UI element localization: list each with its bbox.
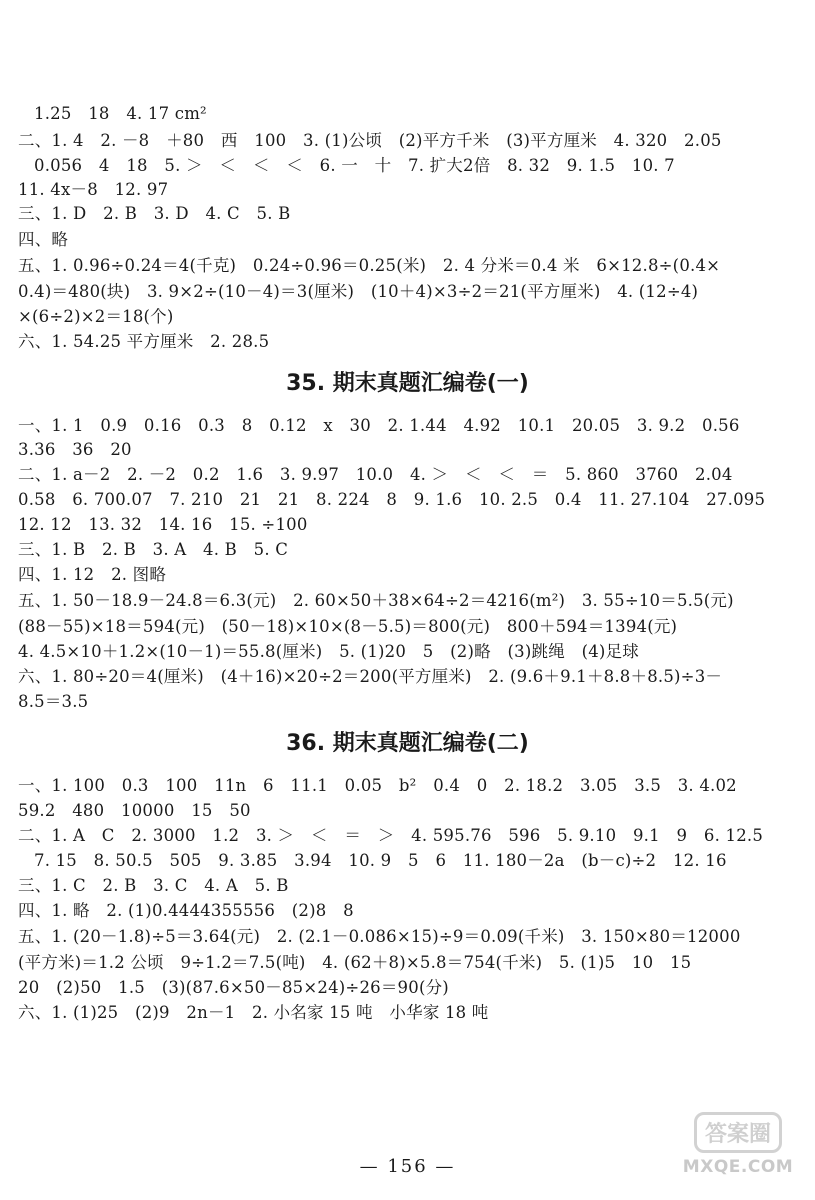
watermark-logo-text: 答案圈 xyxy=(694,1112,782,1153)
answer-line: 三、1. C 2. B 3. C 4. A 5. B xyxy=(18,876,289,895)
answer-line: 三、1. D 2. B 3. D 4. C 5. B xyxy=(18,204,291,223)
answer-line: (平方米)＝1.2 公顷 9÷1.2＝7.5(吨) 4. (62＋8)×5.8＝754(千米) 5. (1)5 10 15 xyxy=(18,953,692,972)
answer-line: 六、1. 80÷20＝4(厘米) (4＋16)×20÷2＝200(平方厘米) 2. (9.6＋9.1＋8.8＋8.5)÷3－ xyxy=(18,667,723,686)
answer-line: 59.2 480 10000 15 50 xyxy=(18,801,251,820)
watermark-logo xyxy=(668,1112,808,1196)
answer-line: 7. 15 8. 50.5 505 9. 3.85 3.94 10. 9 5 6 11. 180－2a (b－c)÷2 12. 16 xyxy=(34,851,727,870)
watermark-url: MXQE.COM xyxy=(682,1157,794,1177)
answer-line: 四、1. 12 2. 图略 xyxy=(18,565,167,584)
answer-line: 0.4)＝480(块) 3. 9×2÷(10－4)＝3(厘米) (10＋4)×3÷2＝21(平方厘米) 4. (12÷4) xyxy=(18,282,699,301)
answer-line: 20 (2)50 1.5 (3)(87.6×50－85×24)÷26＝90(分) xyxy=(18,978,449,997)
answer-line: 11. 4x－8 12. 97 xyxy=(18,180,169,199)
answer-line: 一、1. 1 0.9 0.16 0.3 8 0.12 x 30 2. 1.44 4.92 10.1 20.05 3. 9.2 0.56 xyxy=(18,416,740,435)
answer-line: 0.58 6. 700.07 7. 210 21 21 8. 224 8 9. 1.6 10. 2.5 0.4 11. 27.104 27.095 xyxy=(18,490,766,509)
answer-line: 二、1. 4 2. －8 ＋80 西 100 3. (1)公顷 (2)平方千米 (3)平方厘米 4. 320 2.05 xyxy=(18,131,722,150)
answer-line: (88－55)×18＝594(元) (50－18)×10×(8－5.5)＝800(元) 800＋594＝1394(元) xyxy=(18,617,678,636)
answer-line: ×(6÷2)×2＝18(个) xyxy=(18,307,174,326)
page-number: — 156 — xyxy=(359,1156,456,1177)
answer-line: 3.36 36 20 xyxy=(18,440,132,459)
answer-line: 一、1. 100 0.3 100 11n 6 11.1 0.05 b² 0.4 0 2. 18.2 3.05 3.5 3. 4.02 xyxy=(18,776,737,795)
answer-line: 五、1. 50－18.9－24.8＝6.3(元) 2. 60×50＋38×64÷2＝4216(m²) 3. 55÷10＝5.5(元) xyxy=(18,591,734,610)
answer-line: 四、1. 略 2. (1)0.4444355556 (2)8 8 xyxy=(18,901,354,920)
section-title-35: 35. 期末真题汇编卷(一) xyxy=(286,371,529,396)
answer-line: 六、1. (1)25 (2)9 2n－1 2. 小名家 15 吨 小华家 18 吨 xyxy=(18,1003,489,1022)
answer-line: 1.25 18 4. 17 cm² xyxy=(34,104,207,123)
answer-line: 五、1. (20－1.8)÷5＝3.64(元) 2. (2.1－0.086×15)÷9＝0.09(千米) 3. 150×80＝12000 xyxy=(18,927,741,946)
answer-line: 四、略 xyxy=(18,230,69,249)
answer-line: 0.056 4 18 5. ＞ ＜ ＜ ＜ 6. 一 十 7. 扩大2倍 8. 32 9. 1.5 10. 7 xyxy=(34,156,675,175)
answer-line: 三、1. B 2. B 3. A 4. B 5. C xyxy=(18,540,289,559)
answer-line: 4. 4.5×10＋1.2×(10－1)＝55.8(厘米) 5. (1)20 5 (2)略 (3)跳绳 (4)足球 xyxy=(18,642,639,661)
answer-line: 12. 12 13. 32 14. 16 15. ÷100 xyxy=(18,515,308,534)
answer-line: 六、1. 54.25 平方厘米 2. 28.5 xyxy=(18,332,270,351)
answer-line: 五、1. 0.96÷0.24＝4(千克) 0.24÷0.96＝0.25(米) 2. 4 分米＝0.4 米 6×12.8÷(0.4× xyxy=(18,256,721,275)
answer-line: 二、1. A C 2. 3000 1.2 3. ＞ ＜ ＝ ＞ 4. 595.76 596 5. 9.10 9.1 9 6. 12.5 xyxy=(18,826,764,845)
section-title-36: 36. 期末真题汇编卷(二) xyxy=(286,731,529,756)
answer-line: 8.5＝3.5 xyxy=(18,692,89,711)
answer-line: 二、1. a－2 2. －2 0.2 1.6 3. 9.97 10.0 4. ＞ ＜ ＜ ＝ 5. 860 3760 2.04 xyxy=(18,465,733,484)
